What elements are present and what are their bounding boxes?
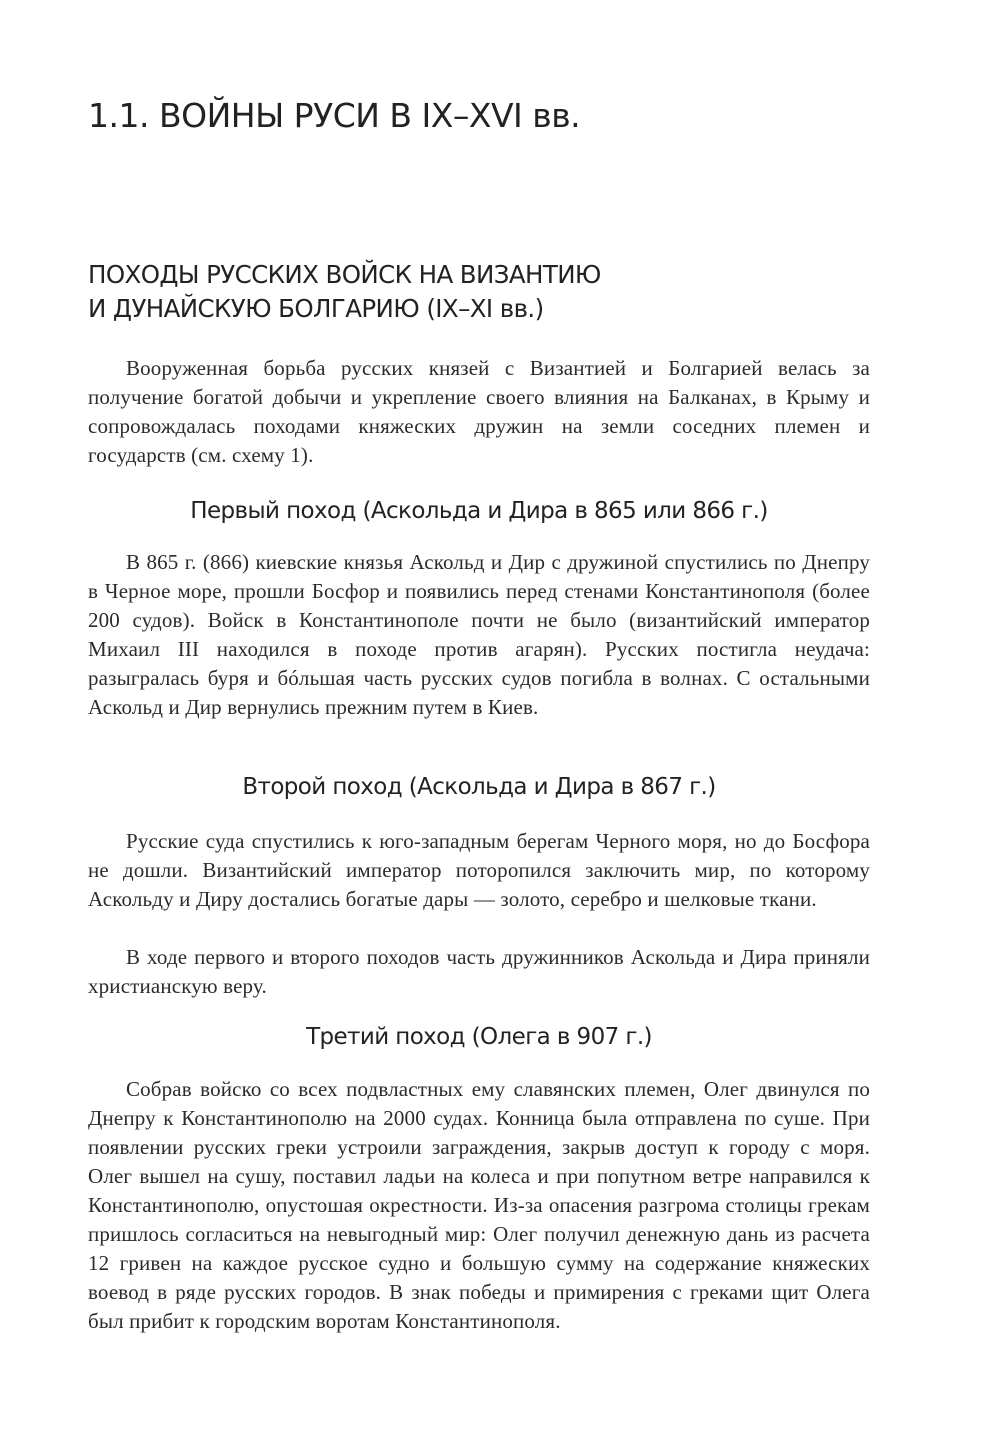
campaign-2-paragraph-1: Русские суда спустились к юго-западным берегам Черного моря, но до Босфора не дошли. Византийский император поторопился заключить мир, по которому Аскольду и Диру достались богатые дары — золото, серебро и шелковые ткани. <box>88 829 870 911</box>
section-title-line-1: ПОХОДЫ РУССКИХ ВОЙСК НА ВИЗАНТИЮ <box>88 260 601 289</box>
campaign-1-heading: Первый поход (Аскольда и Дира в 865 или 866 г.) <box>190 498 768 524</box>
campaign-2-heading: Второй поход (Аскольда и Дира в 867 г.) <box>242 774 716 800</box>
campaign-2-paragraph-2: В ходе первого и второго походов часть дружинников Аскольда и Дира приняли христианскую веру. <box>88 945 870 998</box>
section-title-line-2: И ДУНАЙСКУЮ БОЛГАРИЮ (IX–XI вв.) <box>88 294 544 323</box>
chapter-title: 1.1. ВОЙНЫ РУСИ В IX–XVI вв. <box>88 96 581 135</box>
campaign-3-heading: Третий поход (Олега в 907 г.) <box>306 1024 652 1050</box>
campaign-1-paragraph: В 865 г. (866) киевские князья Аскольд и Дир с дружиной спустились по Днепру в Черное море, прошли Босфор и появились перед стенами Константинополя (более 200 судов). Войск в Константинополе почти не было (византийский император Михаил III находился в походе против агарян). Русских постигла неудача: разыгралась буря и бóльшая часть русских судов погибла в волнах. С остальными Аскольд и Дир вернулись прежним путем в Киев. <box>88 550 870 719</box>
intro-paragraph: Вооруженная борьба русских князей с Византией и Болгарией велась за получение богатой добычи и укрепление своего влияния на Балканах, в Крыму и сопровождалась походами княжеских дружин на земли соседних племен и государств (см. схему 1). <box>88 356 870 467</box>
campaign-3-paragraph: Собрав войско со всех подвластных ему славянских племен, Олег двинулся по Днепру к Константинополю на 2000 судах. Конница была отправлена по суше. При появлении русских греки устроили заграждения, закрыв доступ к городу с моря. Олег вышел на сушу, поставил ладьи на колеса и при попутном ветре направился к Константинополю, опустошая окрестности. Из-за опасения разгрома столицы грекам пришлось согласиться на невыгодный мир: Олег получил денежную дань из расчета 12 гривен на каждое русское судно и большую сумму на содержание княжеских воевод в ряде русских городов. В знак победы и примирения с греками щит Олега был прибит к городским воротам Константинополя. <box>88 1077 870 1333</box>
section-title <box>88 258 601 326</box>
